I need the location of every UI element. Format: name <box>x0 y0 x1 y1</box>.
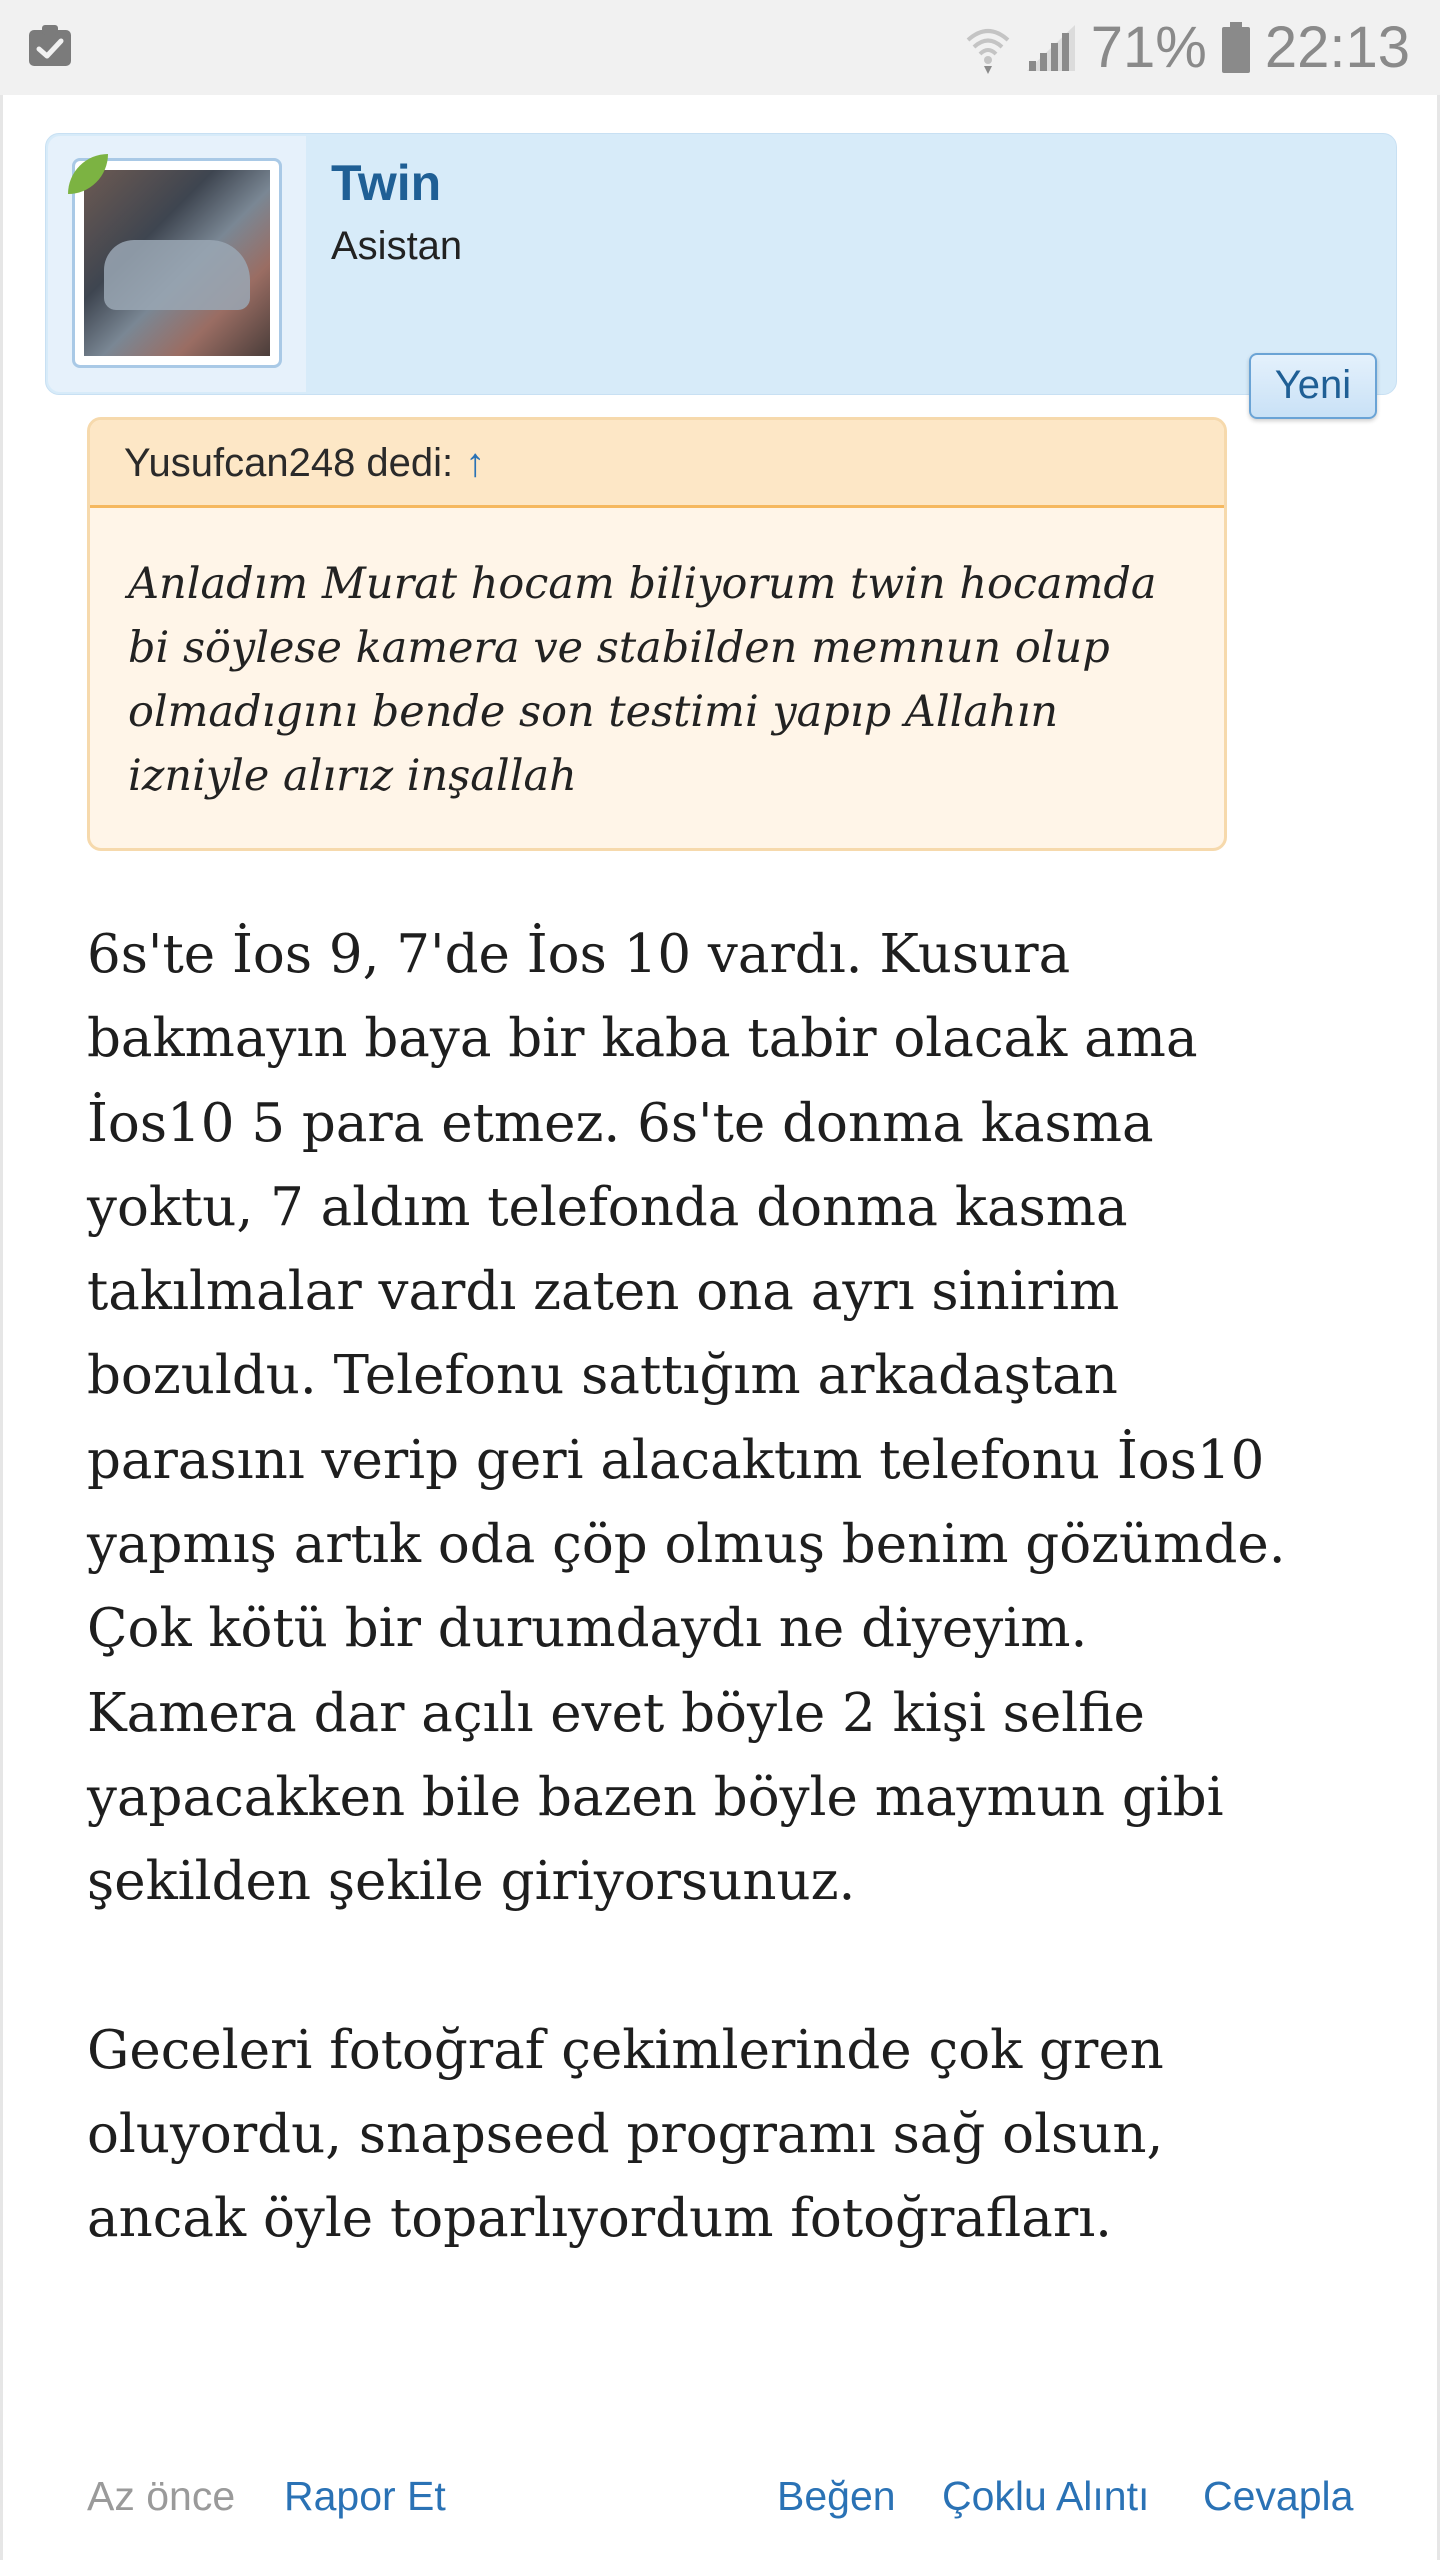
reply-link[interactable]: Cevapla <box>1203 2473 1354 2519</box>
post-paragraph: 6s'te İos 9, 7'de İos 10 vardı. Kusura bakmayın baya bir kaba tabir olacak ama İos10 5 para etmez. 6s'te donma kasma yoktu, 7 aldım telefonda donma kasma takılmalar vardı zaten ona ayrı sinirim bozuldu. Telefonu sattığım arkadaştan parasını verip geri alacaktım telefonu İos10 yapmış artık oda çöp olmuş benim gözümde. Çok kötü bir durumdaydı ne diyeyim. Kamera dar açılı evet böyle 2 kişi selfie yapacakken bile bazen böyle maymun gibi şekilden şekile giriyorsunuz. <box>87 924 1286 1913</box>
battery-icon <box>1221 22 1251 74</box>
clipboard-check-icon <box>26 22 74 70</box>
car-shape <box>104 240 250 310</box>
user-info-bar <box>45 133 1397 395</box>
quote-text: Anladım Murat hocam biliyorum twin hocamda bi söylese kamera ve stabilden memnun olup olmadıgını bende son testimi yapıp Allahın izniyle alırız inşallah <box>128 559 1157 801</box>
wifi-icon <box>965 22 1011 74</box>
signal-icon <box>1025 23 1077 73</box>
post-body <box>87 913 1287 2261</box>
like-link[interactable]: Beğen <box>777 2473 896 2519</box>
battery-percent: 71% <box>1090 15 1207 80</box>
status-bar-right <box>965 0 1410 95</box>
username[interactable]: Twin <box>331 155 442 211</box>
quote-block <box>87 417 1227 851</box>
quote-jump-arrow-icon[interactable]: ↑ <box>465 441 486 485</box>
status-bar <box>0 0 1440 96</box>
avatar-image <box>84 170 270 356</box>
avatar-panel <box>48 136 306 392</box>
quote-author: Yusufcan248 dedi: <box>124 441 454 485</box>
post-paragraph: Geceleri fotoğraf çekimlerinde çok gren oluyordu, snapseed programı sağ olsun, ancak öyle toparlıyordum fotoğrafları. <box>87 2019 1164 2250</box>
quote-header <box>90 420 1224 508</box>
post-footer <box>87 2473 1359 2533</box>
report-link[interactable]: Rapor Et <box>284 2473 446 2519</box>
new-badge: Yeni <box>1249 353 1377 419</box>
post-container <box>0 95 1440 2560</box>
paragraph-spacer <box>87 1925 1287 2009</box>
clock: 22:13 <box>1264 15 1410 80</box>
user-title: Asistan <box>331 224 463 268</box>
avatar[interactable] <box>72 158 282 368</box>
multi-quote-link[interactable]: Çoklu Alıntı <box>942 2473 1150 2519</box>
post-time[interactable]: Az önce <box>87 2473 236 2519</box>
